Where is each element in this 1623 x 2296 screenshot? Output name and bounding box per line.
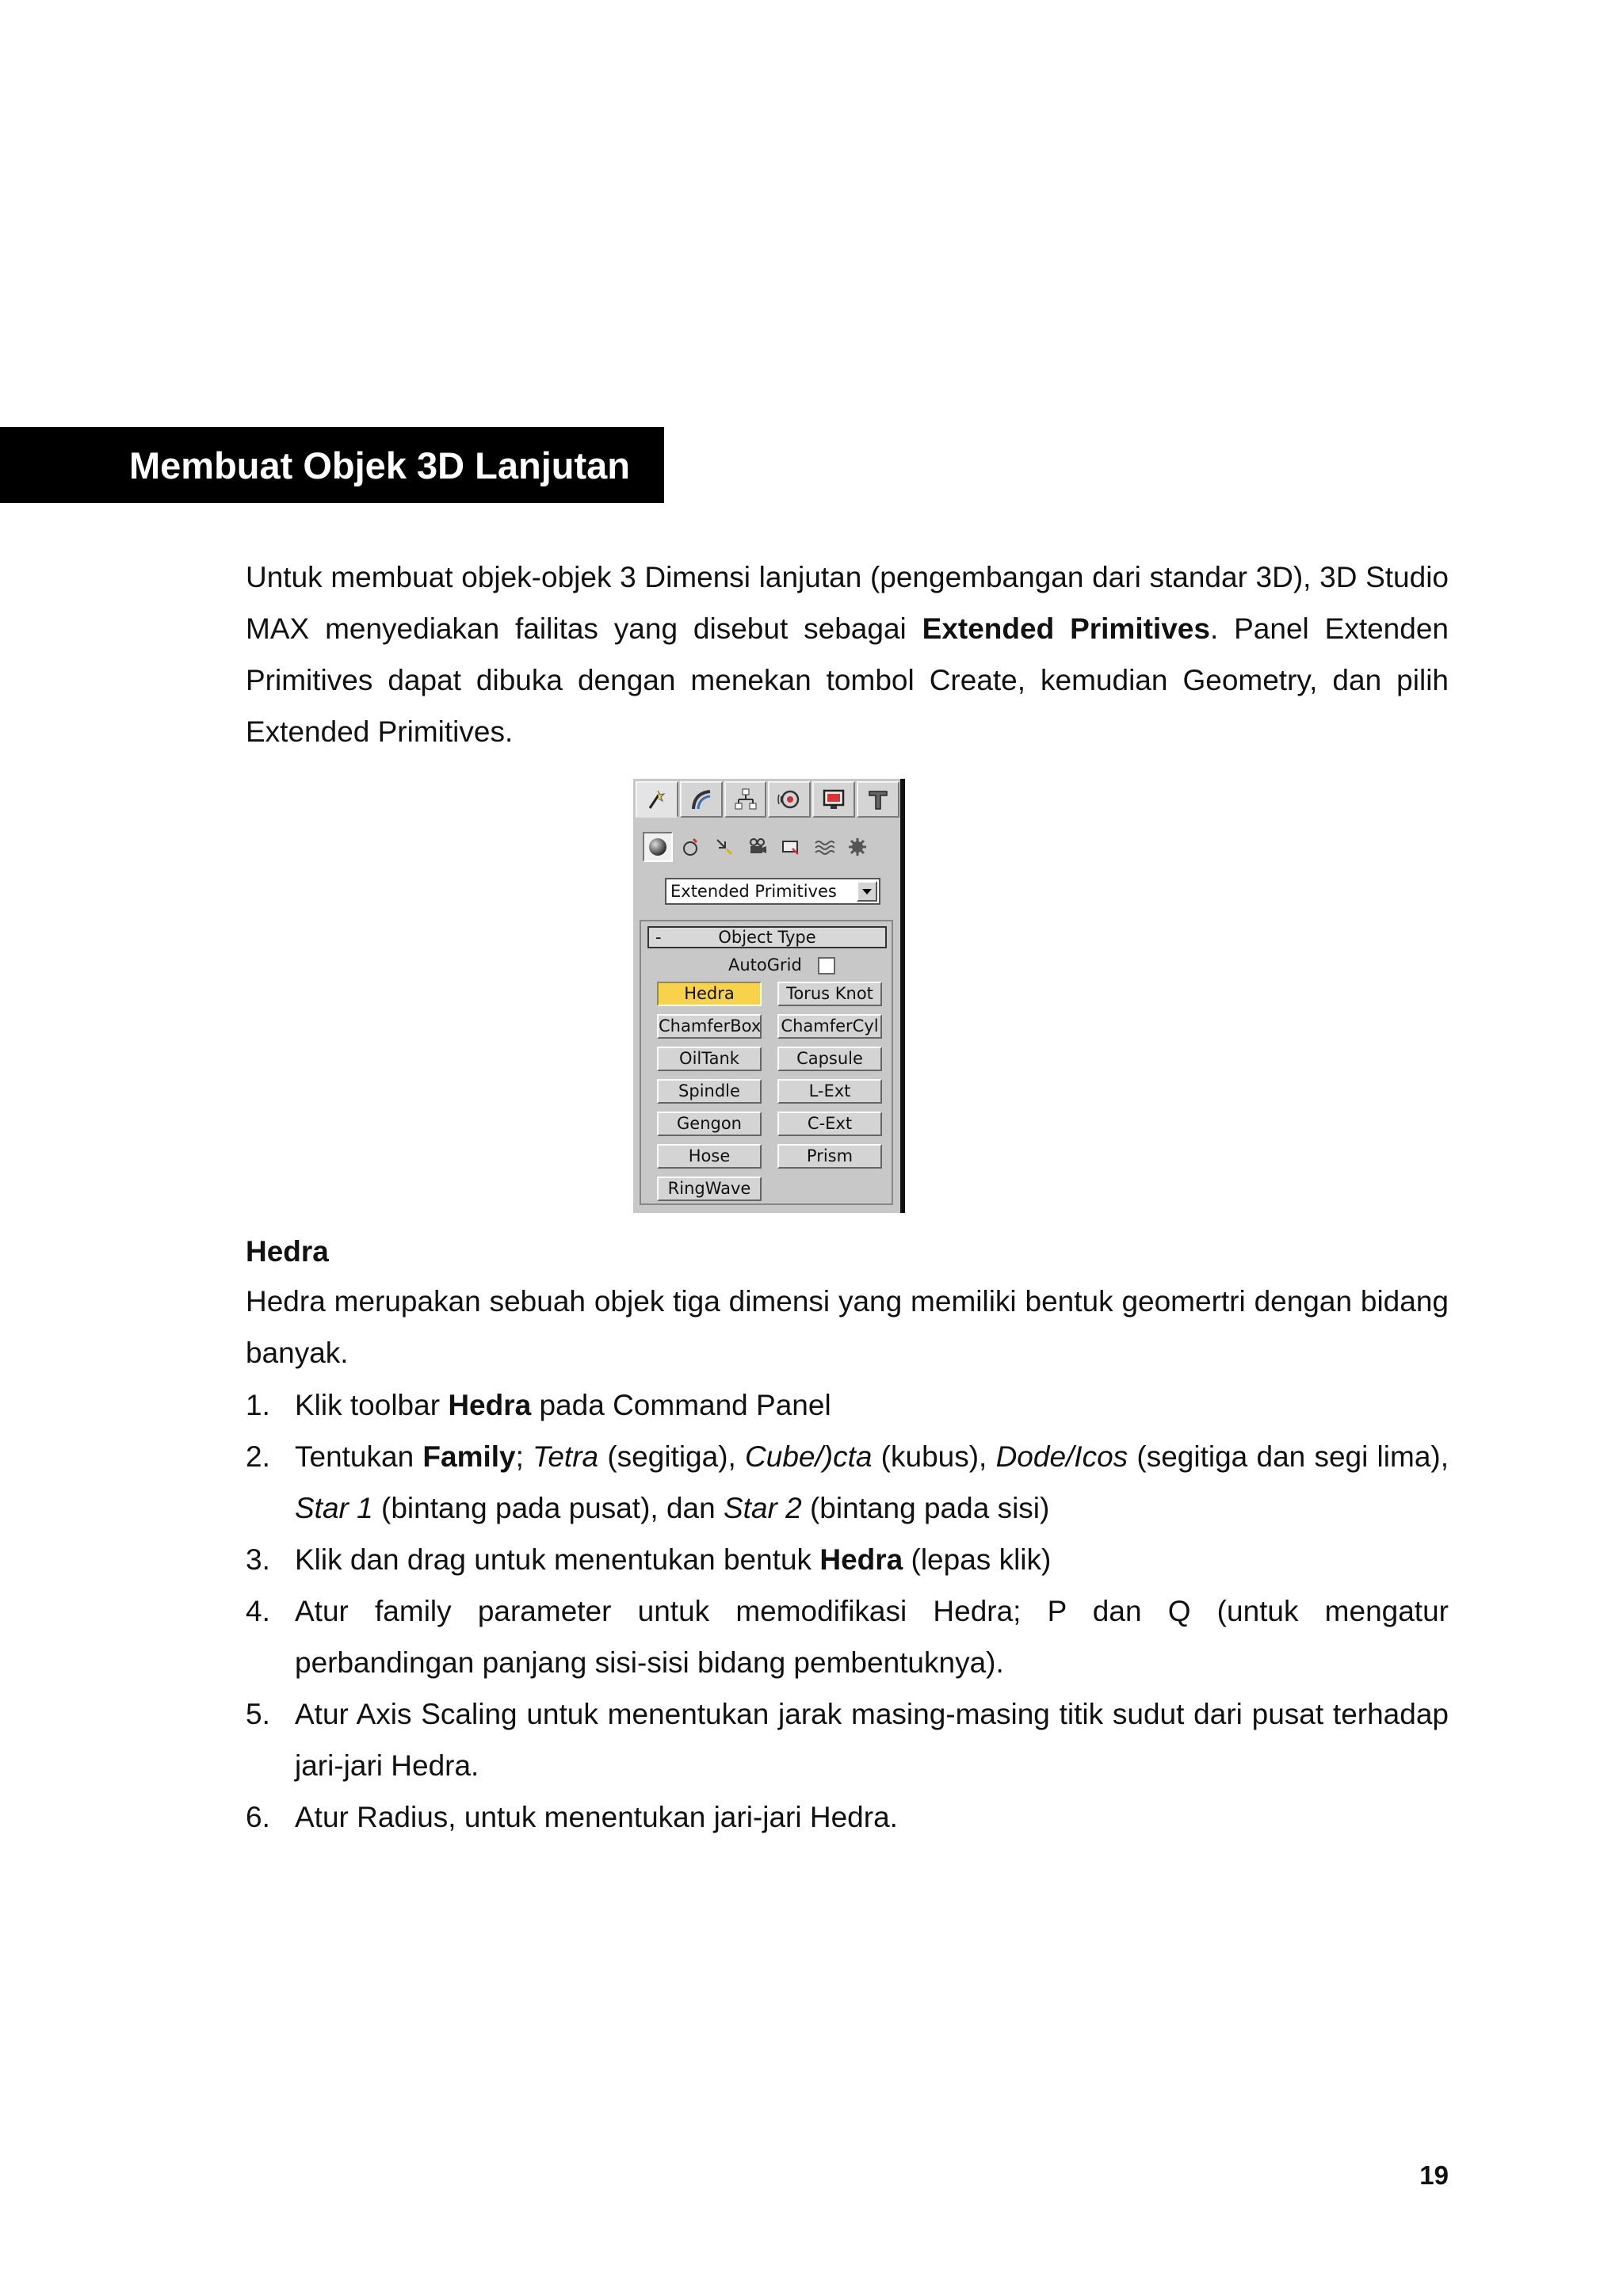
- step-text: (kubus),: [872, 1440, 996, 1473]
- object-type-rollout: [640, 920, 893, 1205]
- intro-paragraph: [246, 551, 1449, 757]
- intro-bold-extended-primitives: Extended Primitives: [922, 612, 1210, 645]
- step-bold: Hedra: [448, 1389, 532, 1421]
- step-text: ;: [515, 1440, 533, 1473]
- motion-tab-icon[interactable]: [768, 781, 811, 818]
- step-number: 1.: [246, 1389, 270, 1421]
- capsule-button[interactable]: Capsule: [777, 1047, 882, 1071]
- step-number: 6.: [246, 1801, 270, 1833]
- step-number: 3.: [246, 1543, 270, 1576]
- object-type-buttons: [657, 982, 887, 1201]
- step-number: 5.: [246, 1698, 270, 1730]
- list-item: [246, 1688, 1449, 1791]
- hedra-description: Hedra merupakan sebuah objek tiga dimensi yang memiliki bentuk geomertri dengan bidang banyak.: [246, 1285, 1449, 1369]
- oiltank-button[interactable]: OilTank: [657, 1047, 762, 1071]
- geometry-icon[interactable]: [643, 832, 673, 862]
- step-text: (bintang pada pusat), dan: [372, 1492, 724, 1524]
- collapse-minus-icon[interactable]: -: [655, 928, 662, 947]
- hedra-button[interactable]: Hedra: [657, 982, 762, 1006]
- hedra-heading: Hedra: [246, 1235, 329, 1268]
- step-italic: Tetra: [533, 1440, 599, 1473]
- ringwave-button[interactable]: RingWave: [657, 1177, 762, 1201]
- section-title-text: Membuat Objek 3D Lanjutan: [129, 444, 630, 486]
- intro-text-2: . Panel Extenden Primitives dapat dibuka dengan menekan tombol Create, kemudian Geometry, dan pilih Extended Primitives.: [246, 612, 1449, 748]
- step-text: (segitiga dan segi lima),: [1128, 1440, 1449, 1473]
- utilities-tab-icon[interactable]: [857, 781, 899, 818]
- intro-text-1: Untuk membuat objek-objek 3 Dimensi lanjutan (pengembangan dari standar 3D), 3D Studio MAX menyediakan failitas yang disebut sebagai: [246, 561, 1449, 645]
- lights-icon[interactable]: [709, 832, 739, 862]
- shapes-icon[interactable]: [676, 832, 706, 862]
- step-text: (segitiga),: [598, 1440, 746, 1473]
- step-text: (bintang pada sisi): [801, 1492, 1050, 1524]
- list-item: [246, 1534, 1449, 1585]
- modify-tab-icon[interactable]: [680, 781, 723, 818]
- step-text: Tentukan: [295, 1440, 423, 1473]
- command-panel-tabs: [635, 780, 900, 817]
- step-italic: Star 1: [295, 1492, 373, 1524]
- step-text: pada Command Panel: [531, 1389, 831, 1421]
- autogrid-label: AutoGrid: [728, 955, 802, 974]
- command-panel-screenshot: [633, 779, 905, 1213]
- hierarchy-tab-icon[interactable]: [724, 781, 767, 818]
- prism-button[interactable]: Prism: [777, 1144, 882, 1169]
- cameras-icon[interactable]: [743, 832, 773, 862]
- step-text: Atur family parameter untuk memodifikasi Hedra; P dan Q (untuk mengatur perbandingan panjang sisi-sisi bidang pembentuknya).: [295, 1595, 1449, 1679]
- spacewarps-icon[interactable]: [809, 832, 839, 862]
- spindle-button[interactable]: Spindle: [657, 1079, 762, 1104]
- list-item: [246, 1379, 1449, 1431]
- rollout-title: Object Type: [718, 928, 816, 947]
- step-italic: Cube/)cta: [745, 1440, 873, 1473]
- step-number: 4.: [246, 1595, 270, 1627]
- step-text: Klik toolbar: [295, 1389, 449, 1421]
- display-tab-icon[interactable]: [812, 781, 855, 818]
- rollout-header[interactable]: [647, 926, 887, 948]
- step-text: (lepas klik): [903, 1543, 1052, 1576]
- category-dropdown[interactable]: [665, 878, 880, 905]
- systems-icon[interactable]: [842, 832, 873, 862]
- step-bold: Hedra: [819, 1543, 903, 1576]
- torus-knot-button[interactable]: Torus Knot: [777, 982, 882, 1006]
- list-item: [246, 1791, 1449, 1843]
- create-category-row: [643, 828, 898, 866]
- step-text: Atur Axis Scaling untuk menentukan jarak masing-masing titik sudut dari pusat terhadap jari-jari Hedra.: [295, 1698, 1449, 1782]
- c-ext-button[interactable]: C-Ext: [777, 1112, 882, 1136]
- create-tab-icon[interactable]: [636, 781, 678, 818]
- steps-list: [246, 1379, 1449, 1843]
- helpers-icon[interactable]: [776, 832, 806, 862]
- section-title: [0, 427, 664, 503]
- step-italic: Dode/Icos: [995, 1440, 1128, 1473]
- gengon-button[interactable]: Gengon: [657, 1112, 762, 1136]
- list-item: [246, 1431, 1449, 1534]
- autogrid-checkbox[interactable]: [818, 957, 835, 974]
- step-text: Atur Radius, untuk menentukan jari-jari Hedra.: [295, 1801, 898, 1833]
- dropdown-value: Extended Primitives: [670, 882, 837, 901]
- step-text: Klik dan drag untuk menentukan bentuk: [295, 1543, 820, 1576]
- list-item: [246, 1585, 1449, 1688]
- page-number: 19: [1419, 2161, 1449, 2190]
- hose-button[interactable]: Hose: [657, 1144, 762, 1169]
- step-bold: Family: [422, 1440, 516, 1473]
- chevron-down-icon[interactable]: [857, 881, 877, 902]
- step-number: 2.: [246, 1440, 270, 1473]
- autogrid-option: [728, 955, 835, 975]
- chamfercyl-button[interactable]: ChamferCyl: [777, 1014, 882, 1039]
- step-italic: Star 2: [723, 1492, 802, 1524]
- l-ext-button[interactable]: L-Ext: [777, 1079, 882, 1104]
- chamferbox-button[interactable]: ChamferBox: [657, 1014, 762, 1039]
